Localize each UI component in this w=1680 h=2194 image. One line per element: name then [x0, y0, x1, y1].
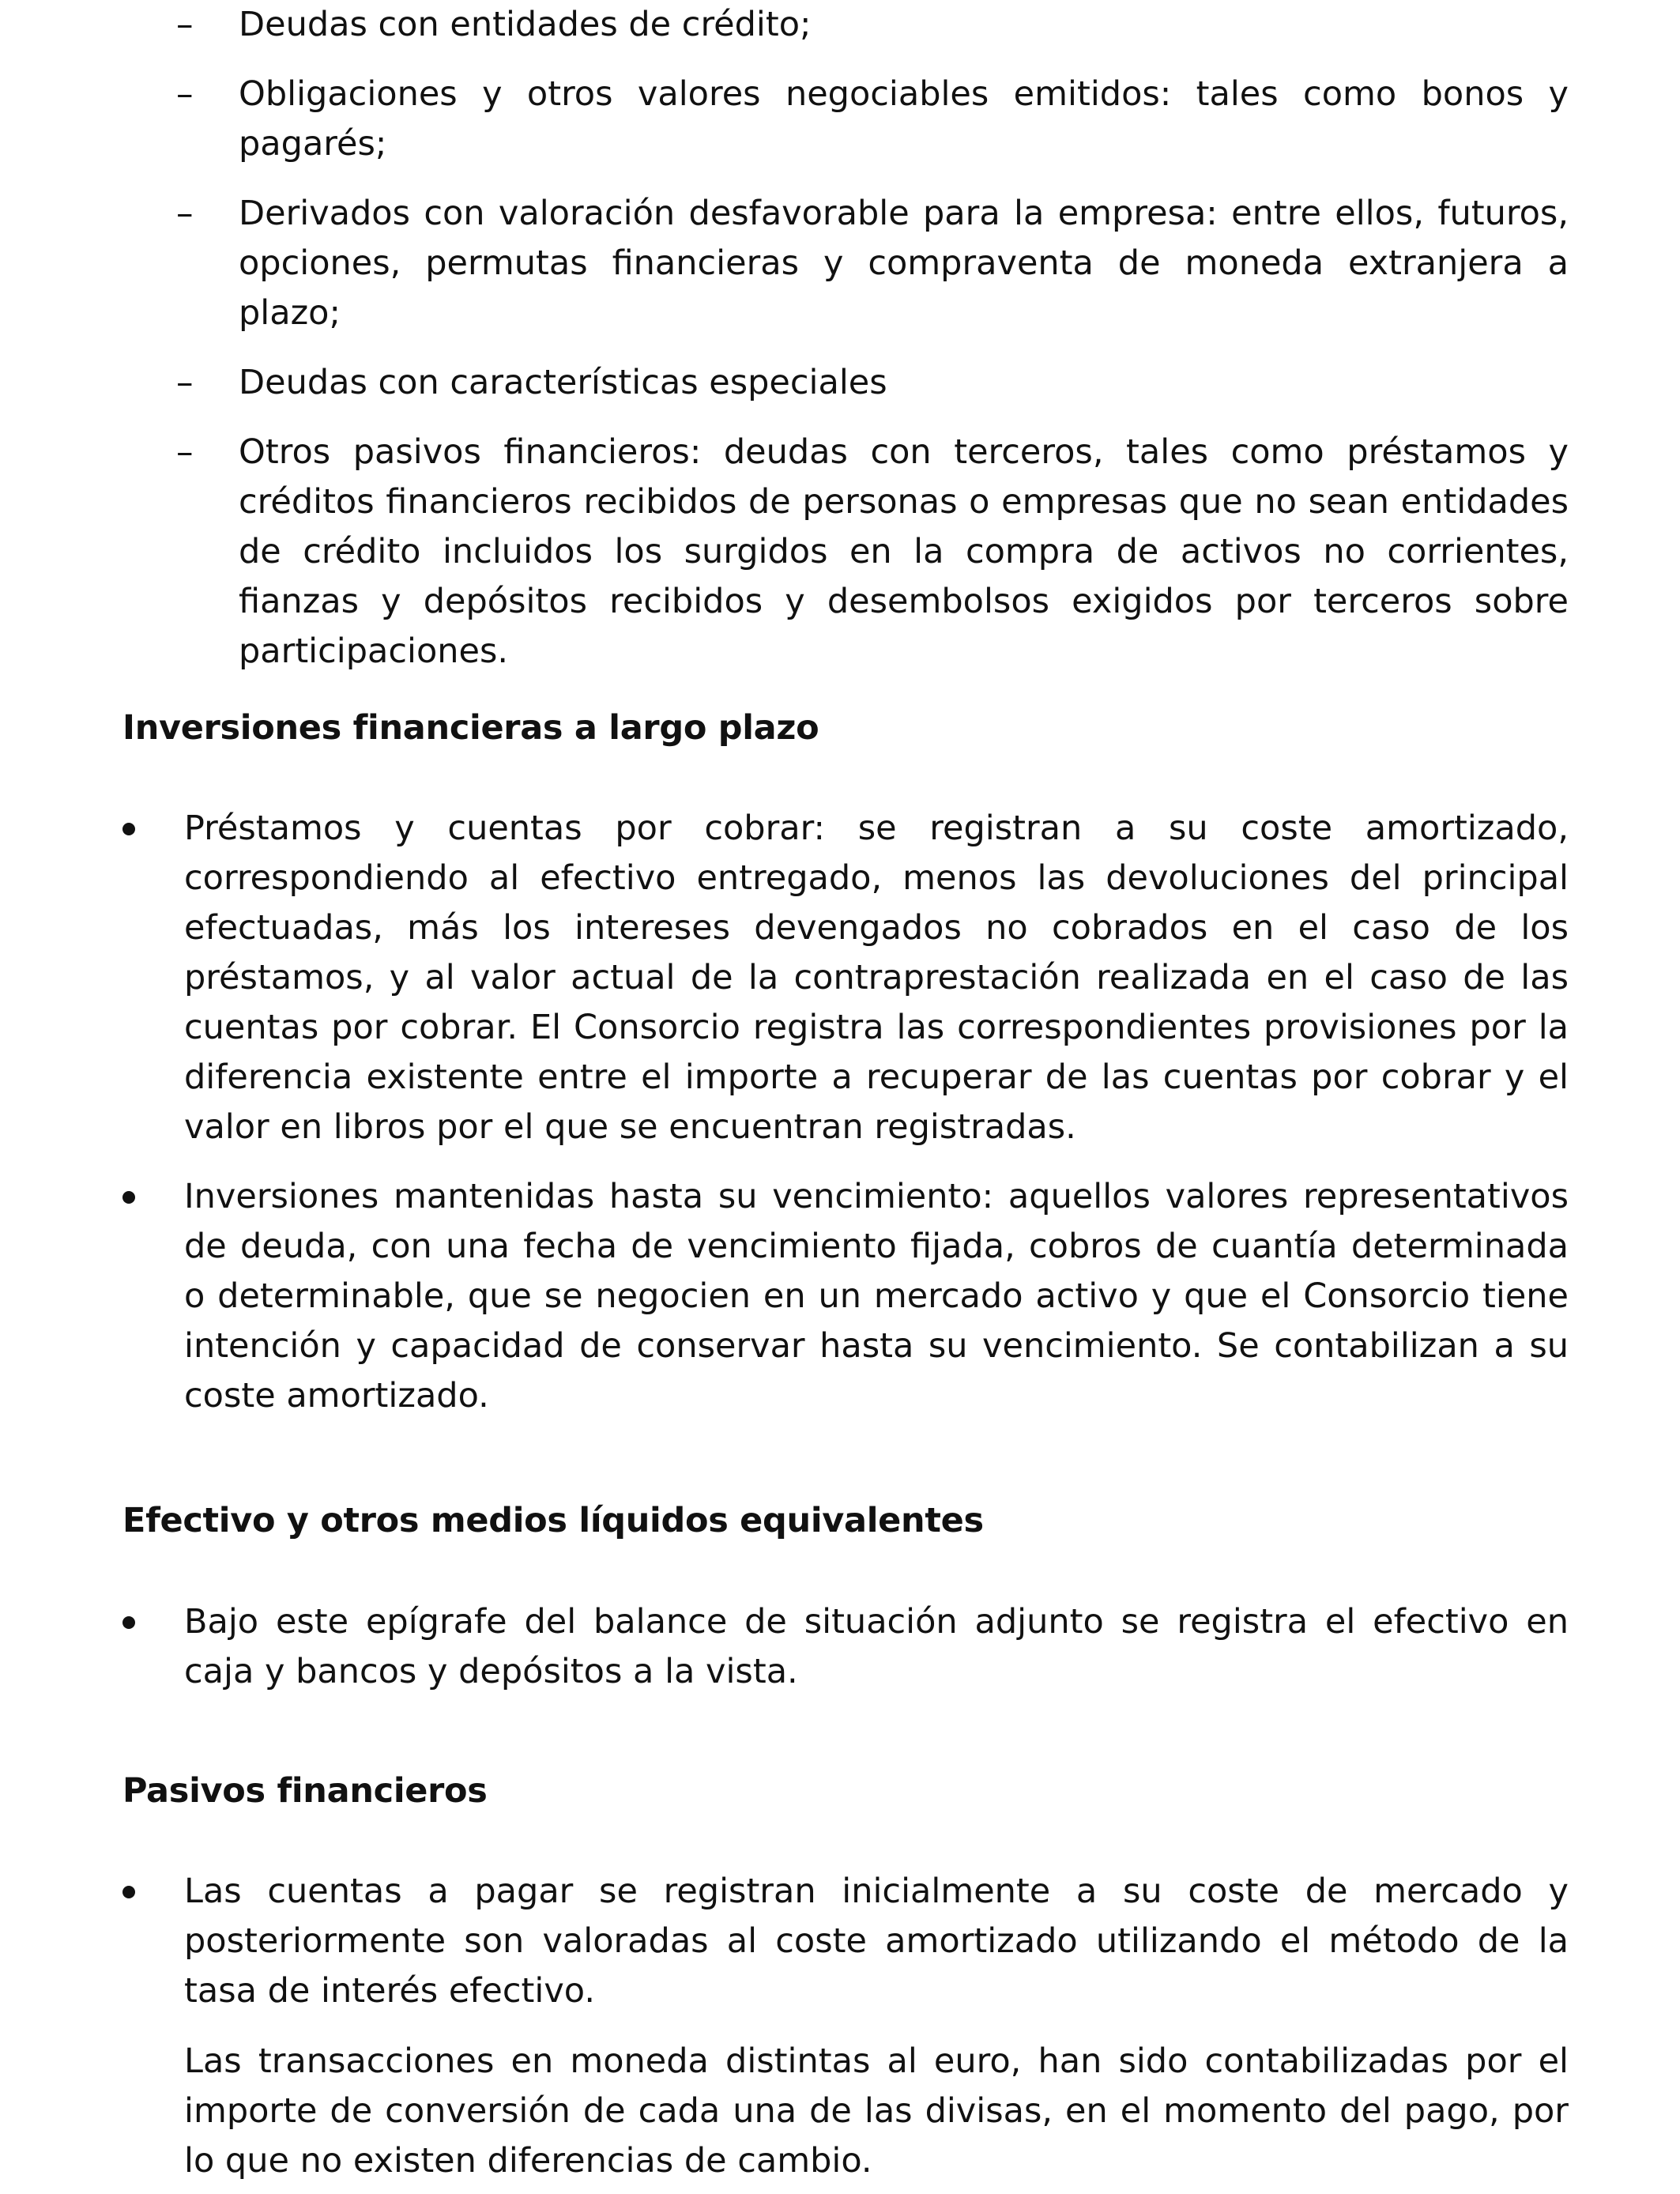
list-item — [122, 1867, 1569, 2016]
dash-marker: – — [176, 363, 194, 402]
bullet-icon — [122, 1616, 135, 1629]
dash-marker: – — [176, 432, 194, 472]
dash-marker: – — [176, 194, 194, 233]
pasivos-bullet-list — [122, 1867, 1569, 2036]
list-item-text: Bajo este epígrafe del balance de situación adjunto se registra el efectivo en caja y bancos y depósitos a la vista. — [184, 1602, 1569, 1691]
list-item-text: Préstamos y cuentas por cobrar: se registran a su coste amortizado, correspondiendo al efectivo entregado, menos las devoluciones del principal efectuadas, más los intereses devengados no cobrados en el caso de los préstamos, y al valor actual de la contraprestación realizada en el caso de las cuentas por cobrar. El Consorcio registra las correspondientes provisiones por la diferencia existente entre el importe a recuperar de las cuentas por cobrar y el valor en libros por el que se encuentran registradas. — [184, 809, 1569, 1147]
list-item — [122, 358, 1569, 408]
list-item — [122, 189, 1569, 338]
list-item-text: Deudas con entidades de crédito; — [239, 5, 812, 44]
section-heading-efectivo: Efectivo y otros medios líquidos equivalentes — [122, 1501, 984, 1540]
inversiones-bullet-list — [122, 804, 1569, 1441]
efectivo-bullet-list — [122, 1597, 1569, 1717]
section-heading-pasivos: Pasivos financieros — [122, 1771, 488, 1811]
section-heading-inversiones: Inversiones financieras a largo plazo — [122, 708, 819, 748]
list-item-text: Derivados con valoración desfavorable para la empresa: entre ellos, futuros, opciones, permutas financieras y compraventa de moneda extranjera a plazo; — [239, 194, 1569, 333]
list-item-text: Deudas con características especiales — [239, 363, 887, 402]
pasivos-categories-list — [122, 0, 1569, 696]
list-item — [122, 70, 1569, 169]
transacciones-paragraph: Las transacciones en moneda distintas al euro, han sido contabilizadas por el importe de conversión de cada una de las divisas, en el momento del pago, por lo que no existen diferencias de cambio. — [184, 2041, 1569, 2181]
bullet-icon — [122, 1886, 135, 1898]
list-item — [122, 1172, 1569, 1421]
list-item-text: Obligaciones y otros valores negociables emitidos: tales como bonos y pagarés; — [239, 74, 1569, 164]
list-item-text: Inversiones mantenidas hasta su vencimiento: aquellos valores representativos de deuda, con una fecha de vencimiento fijada, cobros de cuantía determinada o determinable, que se negocien en un mercado activo y que el Consorcio tiene intención y capacidad de conservar hasta su vencimiento. Se contabilizan a su coste amortizado. — [184, 1177, 1569, 1416]
dash-marker: – — [176, 74, 194, 114]
bullet-icon — [122, 1191, 135, 1204]
list-item — [122, 428, 1569, 677]
list-item-text: Las cuentas a pagar se registran inicialmente a su coste de mercado y posteriormente son valoradas al coste amortizado utilizando el método de la tasa de interés efectivo. — [184, 1872, 1569, 2011]
list-item — [122, 0, 1569, 50]
dash-marker: – — [176, 5, 194, 44]
list-item — [122, 1597, 1569, 1697]
bullet-icon — [122, 823, 135, 835]
list-item-text: Otros pasivos financieros: deudas con terceros, tales como préstamos y créditos financieros recibidos de personas o empresas que no sean entidades de crédito incluidos los surgidos en la compra de activos no corrientes, fianzas y depósitos recibidos y desembolsos exigidos por terceros sobre participaciones. — [239, 432, 1569, 671]
list-item — [122, 804, 1569, 1152]
